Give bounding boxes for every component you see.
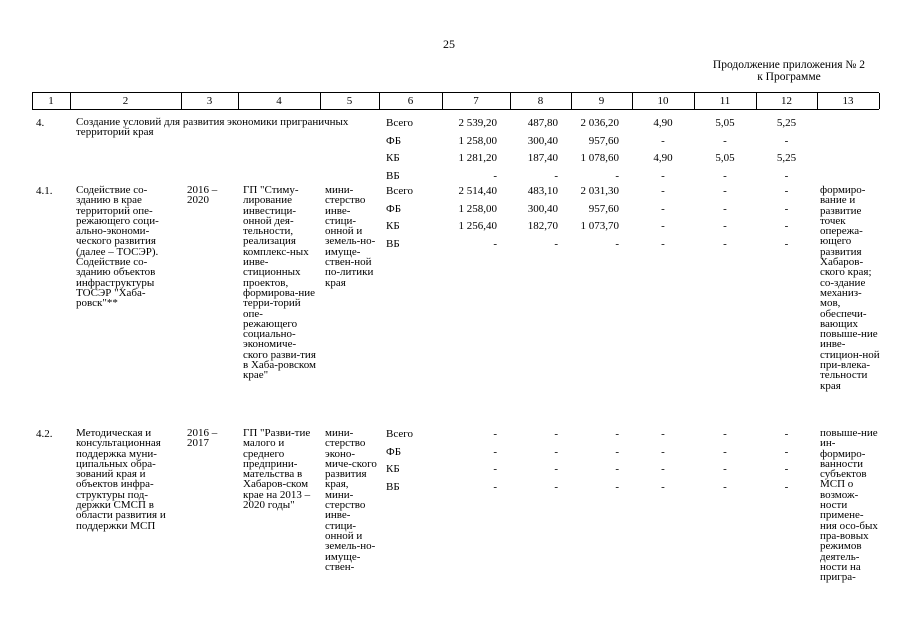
value-year-2: - <box>615 169 619 182</box>
value-year-3: 4,90 <box>653 152 673 164</box>
source-label: ВБ <box>386 237 400 250</box>
value-year-4: - <box>723 237 727 250</box>
value-total: - <box>493 169 497 182</box>
value-total: 2 539,20 <box>458 117 497 129</box>
value-year-5: - <box>784 169 789 182</box>
value-year-3: - <box>661 134 665 147</box>
value-year-4: 5,05 <box>715 117 735 129</box>
value-year-3: - <box>661 169 665 182</box>
value-year-2: 957,60 <box>588 202 619 215</box>
row-result: повыше-ние ин-формиро-ванности субъектов МСП о возмож-ности примене-ния осо-бых пра-вовых режимов деятель-ности на пригра- <box>820 427 878 584</box>
value-year-3: 4,90 <box>653 117 673 129</box>
source-label: ФБ <box>386 445 402 458</box>
header-divider <box>70 93 71 109</box>
header-col-7: 7 <box>473 95 479 107</box>
row-title: Создание условий для развития экономики приграничных территорий края <box>76 116 349 139</box>
header-col-8: 8 <box>537 95 544 107</box>
value-year-1: 487,80 <box>527 117 558 129</box>
value-year-4: - <box>723 463 727 475</box>
value-year-2: 1 073,70 <box>580 220 619 232</box>
header-divider <box>694 93 695 109</box>
page-number: 25 <box>443 37 455 51</box>
value-year-3: - <box>661 463 665 475</box>
value-total: 1 258,00 <box>458 134 497 147</box>
value-year-1: 182,70 <box>527 220 558 232</box>
header-col-4: 4 <box>276 95 282 107</box>
value-year-1: - <box>554 237 558 250</box>
value-year-5: - <box>784 185 789 197</box>
source-label: Всего <box>386 185 413 197</box>
value-year-2: 1 078,60 <box>580 152 619 164</box>
value-year-2: - <box>615 480 619 493</box>
value-year-1: - <box>554 463 558 475</box>
value-year-4: - <box>723 428 727 440</box>
header-divider <box>320 93 321 109</box>
header-col-13: 13 <box>842 95 854 107</box>
row-executor: мини-стерство инве-стици-онной и земель-но-имуще-ствен-ной по-литики края <box>325 184 376 289</box>
header-col-3: 3 <box>206 95 213 107</box>
header-divider <box>510 93 511 109</box>
value-year-1: 300,40 <box>527 134 558 147</box>
value-year-3: - <box>661 445 665 458</box>
value-year-2: - <box>615 237 619 250</box>
source-label: ФБ <box>386 202 402 215</box>
row-result: формиро-вание и развитие точек опережа-ющего развития Хабаров-ского края; со-здание механиз-мов, обеспечи-вающих повыше-ние инве-стицион-ной при-влека-тельности края <box>820 184 880 392</box>
row-program: ГП "Разви-тие малого и среднего предприни-мательства в Хабаров-ском крае на 2013 – 2020 годы" <box>243 427 311 512</box>
continuation-line-1: Продолжение приложения № 2 <box>712 59 865 71</box>
value-year-1: 187,40 <box>527 152 558 164</box>
value-year-3: - <box>661 237 665 250</box>
header-col-6: 6 <box>407 95 414 107</box>
value-year-5: - <box>784 445 789 458</box>
value-year-4: 5,05 <box>715 152 735 164</box>
value-year-4: - <box>723 480 727 493</box>
source-label: КБ <box>386 463 400 475</box>
header-divider <box>571 93 572 109</box>
row-number: 4.2. <box>36 428 53 440</box>
source-label: ФБ <box>386 134 402 147</box>
value-year-4: - <box>723 185 727 197</box>
value-year-1: - <box>554 428 558 440</box>
value-total: - <box>493 480 497 493</box>
value-year-2: 2 031,30 <box>580 185 619 197</box>
header-col-12: 12 <box>781 95 792 107</box>
value-year-5: - <box>784 480 789 493</box>
row-title: Содействие со-зданию в крае территорий опе-режающего соци-ально-экономи-ческого развития (далее – ТОСЭР). Содействие со-зданию объектов инфраструктуры ТОСЭР "Хаба-ровск"** <box>76 184 159 310</box>
value-year-2: - <box>615 463 619 475</box>
header-divider <box>632 93 633 109</box>
header-divider <box>181 93 182 109</box>
row-executor: мини-стерство эконо-миче-ского развития края, мини-стерство инве-стици-онной и земель-но-имуще-ствен- <box>325 427 377 573</box>
source-label: Всего <box>386 117 413 129</box>
value-year-4: - <box>723 134 727 147</box>
value-year-5: - <box>784 134 789 147</box>
header-col-11: 11 <box>719 95 731 107</box>
value-year-5: - <box>784 220 789 232</box>
value-total: - <box>493 428 497 440</box>
value-year-5: - <box>784 428 789 440</box>
value-year-2: - <box>615 428 619 440</box>
header-divider <box>238 93 239 109</box>
value-year-1: 483,10 <box>527 185 558 197</box>
header-divider <box>756 93 757 109</box>
value-total: - <box>493 445 497 458</box>
value-year-4: - <box>723 220 727 232</box>
value-year-1: - <box>554 169 558 182</box>
header-divider <box>379 93 380 109</box>
value-year-2: 2 036,20 <box>580 117 619 129</box>
value-year-5: - <box>784 237 789 250</box>
value-year-5: 5,25 <box>776 152 797 164</box>
table-header <box>32 92 879 110</box>
row-number: 4.1. <box>36 185 53 197</box>
value-year-3: - <box>661 220 665 232</box>
value-total: - <box>493 237 497 250</box>
row-number: 4. <box>36 117 45 129</box>
value-year-3: - <box>661 428 665 440</box>
header-divider <box>817 93 818 109</box>
value-total: 1 258,00 <box>458 202 497 215</box>
header-divider <box>32 93 33 109</box>
row-period: 2016 – 2020 <box>187 184 218 207</box>
value-total: 1 281,20 <box>458 152 497 164</box>
value-total: 1 256,40 <box>458 220 497 232</box>
value-year-5: 5,25 <box>776 117 797 129</box>
header-col-10: 10 <box>657 95 669 107</box>
value-year-3: - <box>661 202 665 215</box>
value-year-1: 300,40 <box>527 202 558 215</box>
row-period: 2016 – 2017 <box>187 427 218 450</box>
value-year-1: - <box>554 480 558 493</box>
value-year-2: 957,60 <box>588 134 619 147</box>
row-title: Методическая и консультационная поддержка муни-ципальных обра-зований края и объектов инфра-структуры под-держки СМСП в области развития и поддержки МСП <box>76 427 166 532</box>
source-label: КБ <box>386 152 400 164</box>
value-year-4: - <box>723 202 727 215</box>
source-label: ВБ <box>386 480 400 493</box>
value-year-5: - <box>784 202 789 215</box>
value-year-2: - <box>615 445 619 458</box>
header-col-2: 2 <box>122 95 129 107</box>
value-total: - <box>493 463 497 475</box>
source-label: Всего <box>386 428 413 440</box>
source-label: ВБ <box>386 169 400 182</box>
value-year-1: - <box>554 445 558 458</box>
value-year-4: - <box>723 445 727 458</box>
header-col-1: 1 <box>48 95 54 107</box>
header-col-5: 5 <box>346 95 353 107</box>
continuation-line-2: к Программе <box>757 71 821 83</box>
continuation-note <box>713 59 865 83</box>
row-program: ГП "Стиму-лирование инвестици-онной дея-тельности, реализация комплекс-ных инве-стиционных проектов, формирова-ние терри-торий опе-режающего социально-экономиче-ского разви-тия в Хаба-ровском крае" <box>243 184 316 382</box>
header-divider <box>879 93 880 109</box>
value-year-4: - <box>723 169 727 182</box>
header-divider <box>442 93 443 109</box>
value-year-3: - <box>661 480 665 493</box>
value-year-3: - <box>661 185 665 197</box>
value-total: 2 514,40 <box>458 185 497 197</box>
source-label: КБ <box>386 220 400 232</box>
header-col-9: 9 <box>598 95 605 107</box>
value-year-5: - <box>784 463 789 475</box>
